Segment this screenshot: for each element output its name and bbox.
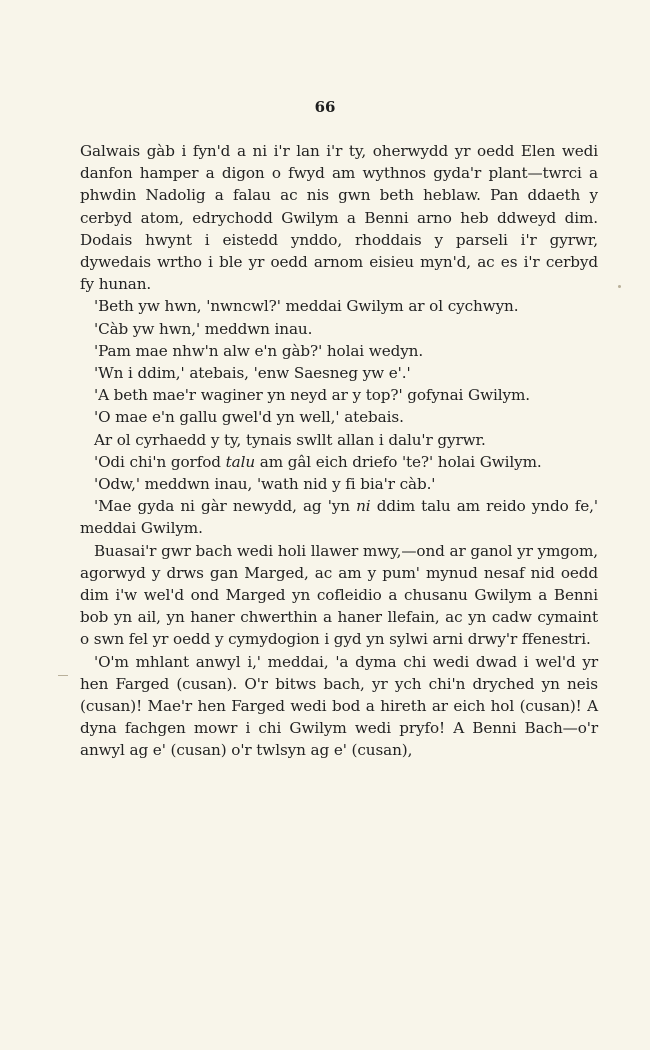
paragraph-9-pre: 'Odi chi'n gorfod [94, 452, 226, 471]
paragraph-5: 'Wn i ddim,' atebais, 'enw Saesneg yw e'.' [94, 364, 411, 383]
paragraph-9-post: am gâl eich driefo 'te?' holai Gwilym. [255, 452, 542, 471]
paragraph-12: Buasai'r gwr bach wedi holi llawer mwy,—ond ar ganol yr ymgom, agorwyd y drws gan Marged, ac am y pum' mynud nesaf nid oedd dim i'w wel'd ond Marged yn cofleidio a chusanu Gwilym a Benni bob yn ail, yn haner chwerthin a haner llefain, ac yn cadw cymaint o swn fel yr oedd y cymydogion i gyd yn sylwi arni drwy'r ffenestri. [80, 541, 598, 649]
paragraph-1: Galwais gàb i fyn'd a ni i'r lan i'r ty, oherwydd yr oedd Elen wedi danfon hamper a digon o fwyd am wythnos gyda'r plant—twrci a phwdin Nadolig a falau ac nis gwn beth heblaw. Pan ddaeth y cerbyd atom, edrychodd Gwilym a Benni arno heb ddweyd dim. Dodais hwynt i eistedd ynddo, rhoddais y parseli i'r gyrwr, dywedais wrtho i ble yr oedd arnom eisieu myn'd, ac es i'r cerbyd fy hunan. [80, 142, 598, 294]
paragraph-6: 'A beth mae'r waginer yn neyd ar y top?' gofynai Gwilym. [94, 386, 530, 405]
paragraph-9-emphasis: talu [225, 452, 256, 471]
paragraph-11-emphasis: ni [356, 497, 371, 516]
paragraph-4: 'Pam mae nhw'n alw e'n gàb?' holai wedyn. [94, 341, 424, 360]
paragraph-7: 'O mae e'n gallu gwel'd yn well,' atebais. [94, 408, 404, 427]
body-text [80, 140, 598, 762]
paragraph-9 [80, 451, 598, 473]
paragraph-13: 'O'm mhlant anwyl i,' meddai, 'a dyma chi wedi dwad i wel'd yr hen Farged (cusan). O'r bitws bach, yr ych chi'n dryched yn neis (cusan)! Mae'r hen Farged wedi bod a hireth ar eich hol (cusan)! A dyna fachgen mowr i chi Gwilym wedi pryfo! A Benni Bach—o'r anwyl ag e' (cusan) o'r twlsyn ag e' (cusan), [80, 652, 598, 760]
paragraph-11 [80, 495, 598, 539]
paragraph-3: 'Càb yw hwn,' meddwn inau. [94, 319, 313, 338]
paragraph-8: Ar ol cyrhaedd y ty, tynais swllt allan i dalu'r gyrwr. [94, 430, 486, 449]
margin-speck [618, 285, 621, 288]
margin-mark [58, 675, 68, 676]
paragraph-2: 'Beth yw hwn, 'nwncwl?' meddai Gwilym ar ol cychwyn. [94, 297, 519, 316]
page-number: 66 [314, 98, 336, 116]
paragraph-11-pre: 'Mae gyda ni gàr newydd, ag 'yn [94, 497, 357, 516]
paragraph-10: 'Odw,' meddwn inau, 'wath nid y fi bia'r càb.' [94, 475, 436, 494]
paragraph-11-post: ddim talu am reido yndo fe,' meddai Gwilym. [80, 497, 598, 538]
